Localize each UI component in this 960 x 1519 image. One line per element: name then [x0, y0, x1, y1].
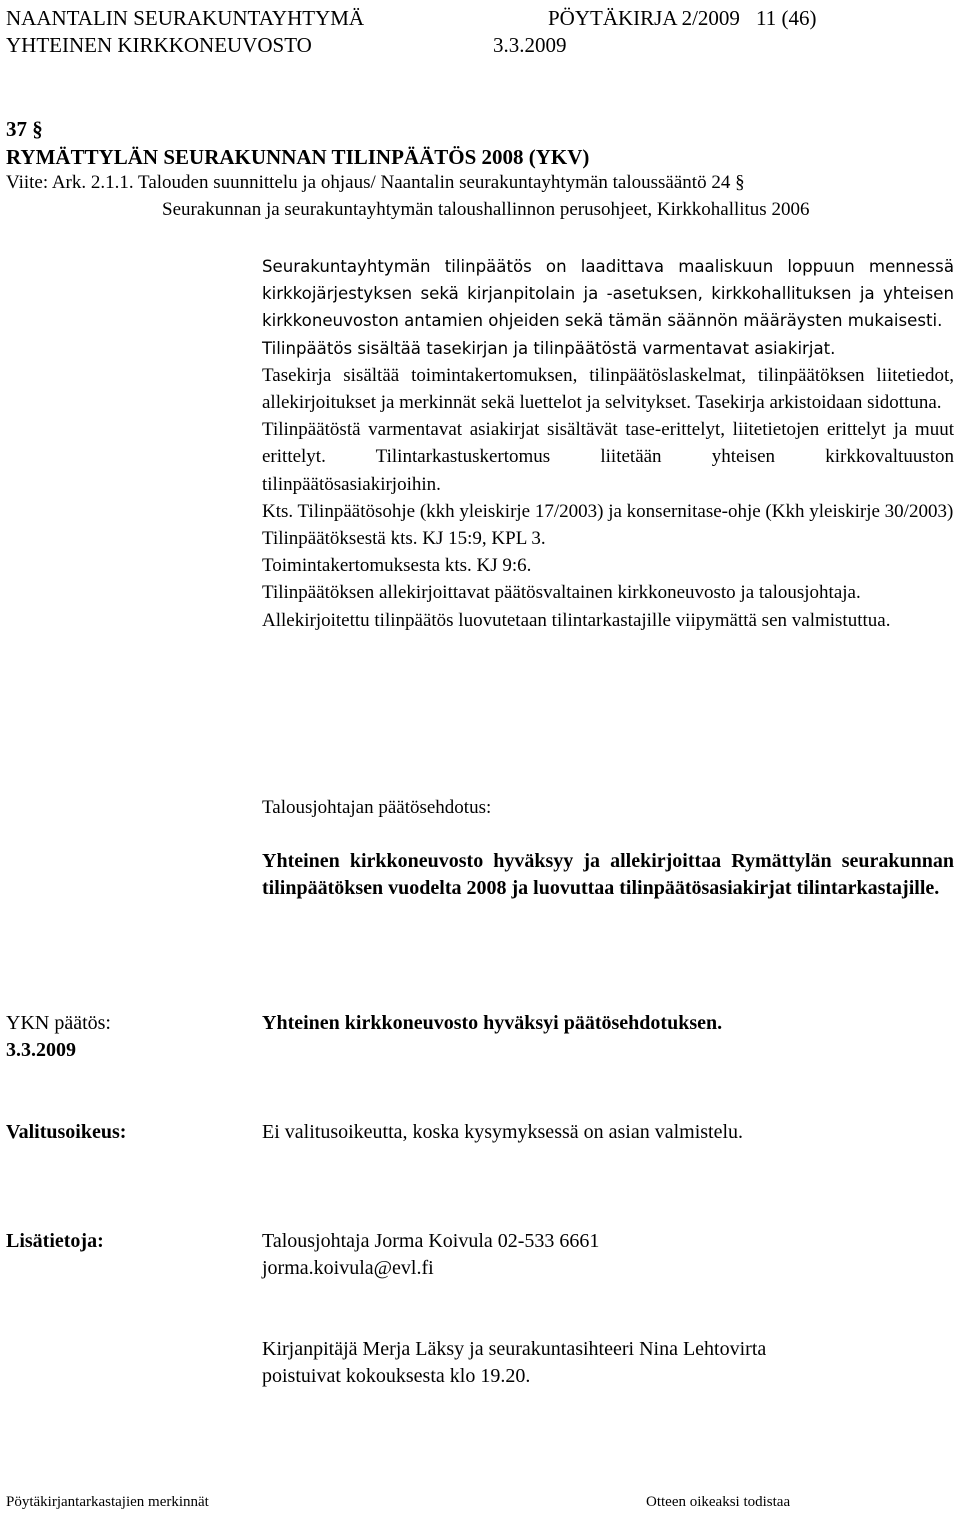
decision-date: 3.3.2009	[6, 1039, 76, 1061]
section-title: RYMÄTTYLÄN SEURAKUNNAN TILINPÄÄTÖS 2008 (YKV)	[6, 145, 590, 169]
section-reference-line-1: Viite: Ark. 2.1.1. Talouden suunnittelu ja ohjaus/ Naantalin seurakuntayhtymän taloussääntö 24 §	[6, 172, 745, 193]
header-organization: NAANTALIN SEURAKUNTAYHTYMÄ	[6, 6, 365, 30]
header-body-name: YHTEINEN KIRKKONEUVOSTO	[6, 33, 312, 57]
header-date: 3.3.2009	[493, 33, 567, 57]
note-line-2: poistuivat kokouksesta klo 19.20.	[262, 1365, 531, 1387]
header-document-number: PÖYTÄKIRJA 2/2009	[548, 6, 740, 30]
info-email-link[interactable]: jorma.koivula@evl.fi	[262, 1257, 434, 1279]
info-contact: Talousjohtaja Jorma Koivula 02-533 6661	[262, 1230, 600, 1252]
paragraph-balance-book: Tasekirja sisältää toimintakertomuksen, tilinpäätöslaskelmat, tilinpäätöksen liitetiedot, allekirjoitukset ja merkinnät sekä luettelot ja selvitykset. Tasekirja arkistoidaan sidottuna.	[262, 364, 954, 414]
proposal-label: Talousjohtajan päätösehdotus:	[262, 797, 492, 818]
decision-label: YKN päätös:	[6, 1012, 111, 1034]
body-text	[262, 253, 954, 634]
paragraph-statement-reference: Tilinpäätöksestä kts. KJ 15:9, KPL 3.	[262, 528, 546, 550]
paragraph-signatories: Tilinpäätöksen allekirjoittavat päätösvaltainen kirkkoneuvosto ja talousjohtaja.	[262, 582, 861, 604]
paragraph-handover: Allekirjoitettu tilinpäätös luovutetaan tilintarkastajille viipymättä sen valmistuttua.	[262, 609, 891, 631]
footer-reviewers: Pöytäkirjantarkastajien merkinnät	[6, 1494, 209, 1510]
appeal-text: Ei valitusoikeutta, koska kysymyksessä on asian valmistelu.	[262, 1121, 744, 1143]
paragraph-report-reference: Toimintakertomuksesta kts. KJ 9:6.	[262, 555, 532, 577]
info-label: Lisätietoja:	[6, 1230, 104, 1252]
decision-text: Yhteinen kirkkoneuvosto hyväksyi päätösehdotuksen.	[262, 1012, 723, 1034]
paragraph-supporting-documents: Tilinpäätöstä varmentavat asiakirjat sisältävät tase-erittelyt, liitetietojen erittelyt ja muut erittelyt. Tilintarkastuskertomus liitetään yhteisen kirkkovaltuuston tilinpäätösasiakirjoihin.	[262, 419, 954, 495]
footer-certification: Otteen oikeaksi todistaa	[646, 1494, 791, 1510]
paragraph-financial-statement-deadline: Seurakuntayhtymän tilinpäätös on laadittava maaliskuun loppuun mennessä kirkkojärjestyksen sekä kirjanpitolain ja -asetuksen, kirkkohallituksen ja yhteisen kirkkoneuvoston antamien ohjeiden sekä tämän säännön määräysten mukaisesti.	[262, 257, 954, 331]
section-reference-line-2: Seurakunnan ja seurakuntayhtymän taloushallinnon perusohjeet, Kirkkohallitus 2006	[162, 199, 810, 220]
note-line-1: Kirjanpitäjä Merja Läksy ja seurakuntasihteeri Nina Lehtovirta	[262, 1338, 767, 1360]
header-page-number: 11 (46)	[756, 6, 817, 30]
proposal-text: Yhteinen kirkkoneuvosto hyväksyy ja allekirjoittaa Rymättylän seurakunnan tilinpäätöksen vuodelta 2008 ja luovuttaa tilinpäätösasiakirjat tilintarkastajille.	[262, 850, 954, 899]
appeal-label: Valitusoikeus:	[6, 1121, 127, 1143]
section-number: 37 §	[6, 117, 43, 141]
paragraph-guidelines: Kts. Tilinpäätösohje (kkh yleiskirje 17/2003) ja konsernitase-ohje (Kkh yleiskirje 30/2003)	[262, 500, 954, 522]
paragraph-statement-contents: Tilinpäätös sisältää tasekirjan ja tilinpäätöstä varmentavat asiakirjat.	[262, 338, 836, 358]
